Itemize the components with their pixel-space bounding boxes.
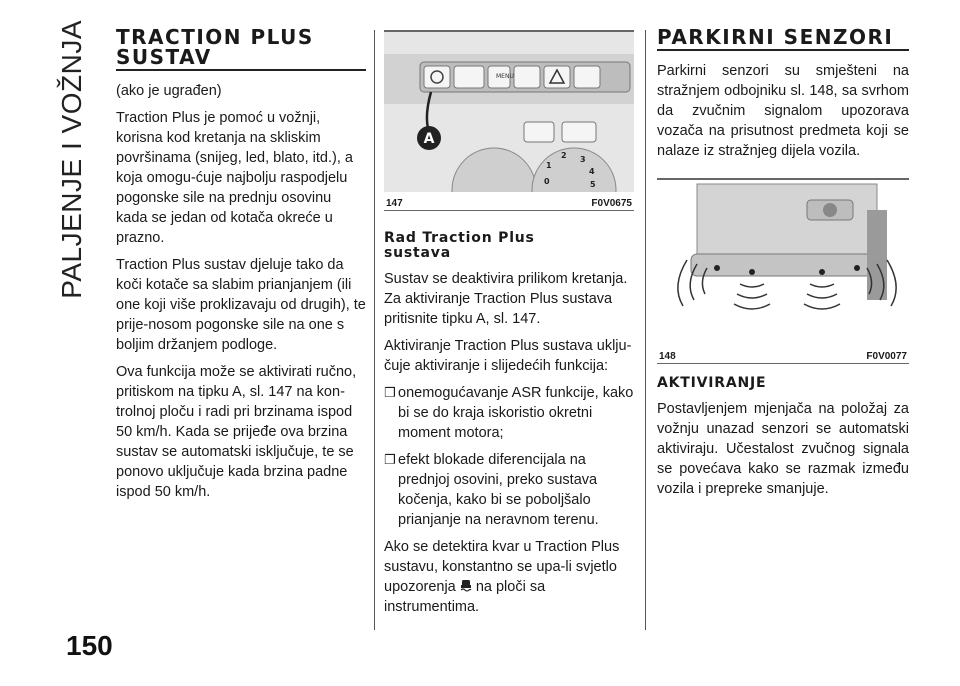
dial-label: 3 [580, 155, 586, 164]
figure-code: F0V0675 [591, 198, 632, 209]
checkbox-bullet-icon: ❒ [384, 452, 396, 467]
heading-parking-sensors: PARKIRNI SENZORI [657, 25, 894, 49]
traction-warning-icon [460, 579, 472, 593]
figure-148 [657, 178, 909, 364]
paragraph-warning [384, 537, 634, 617]
figure-147 [384, 30, 634, 211]
heading-line: sustava [384, 245, 451, 261]
paragraph: Sustav se deaktivira prilikom kretanja. Za aktiviranje Traction Plus sustava pritisnite tipku A, sl. 147. [384, 271, 628, 327]
paragraph: Parkirni senzori su smješteni na stražnjem odbojniku sl. 148, sa svrhom da zvučnim signalom upozorava vozača na prisutnost predmeta koji se nalaze iz stražnjeg dijela vozila. [657, 63, 909, 159]
column-divider [374, 30, 375, 630]
figure-marker-a: A [423, 131, 435, 147]
dial-label: 0 [544, 177, 550, 186]
list-item [384, 450, 634, 530]
heading-traction-plus-operation [384, 231, 634, 261]
checkbox-bullet-icon: ❒ [384, 385, 396, 400]
heading-rule [116, 69, 366, 71]
paragraph: Postavljenjem mjenjača na položaj za vožnju unazad senzori se automatski aktiviraju. Učestalost zvučnog signala se povećava kako se razmak između vozila i prepreke smanjuje. [657, 401, 909, 497]
paragraph: (ako je ugrađen) [116, 83, 222, 99]
heading-line: SUSTAV [116, 45, 212, 69]
figure-caption [657, 350, 909, 364]
column-divider [645, 30, 646, 630]
dial-label: 2 [561, 151, 567, 160]
list-item [384, 383, 634, 443]
figure-caption [384, 197, 634, 211]
dashboard-button-illustration [384, 32, 634, 192]
svg-text:MENU: MENU [496, 73, 514, 80]
column-parking-sensors [657, 27, 909, 506]
heading-rule [657, 49, 909, 51]
column-traction-plus-operation [384, 30, 634, 624]
page-number: 150 [66, 630, 113, 661]
dial-label: 5 [590, 180, 596, 189]
heading-line: TRACTION PLUS [116, 25, 314, 49]
rear-bumper-sensors-illustration [657, 180, 909, 345]
dial-label: 4 [589, 167, 595, 176]
paragraph: Aktiviranje Traction Plus sustava uklju-čuje aktiviranje i slijedećih funkcija: [384, 338, 632, 374]
heading-line: Rad Traction Plus [384, 230, 535, 246]
column-traction-plus [116, 27, 366, 509]
heading-traction-plus [116, 27, 366, 67]
figure-number: 148 [659, 351, 676, 362]
list-item-text: onemogućavanje ASR funkcije, kako bi se do kraja iskoristio okretni moment motora; [398, 385, 634, 441]
paragraph: Ova funkcija može se aktivirati ručno, pritiskom na tipku A, sl. 147 na kon-trolnoj ploču i radi pri brzinama ispod 50 km/h. Kada se prijeđe ova brzina sustav se automatski isključuje, te se ponovo uključuje kada brzina padne ispod 50 km/h. [116, 364, 357, 500]
section-title: PALJENJE I VOŽNJA [56, 20, 87, 299]
paragraph-text: na ploči sa instrumentima. [384, 579, 546, 615]
figure-number: 147 [386, 198, 403, 209]
list-item-text: efekt blokade diferencijala na prednjoj osovini, preko sustava kočenja, kako bi se poboljšalo prianjanje na neravnom terenu. [398, 452, 599, 528]
paragraph: Traction Plus je pomoć u vožnji, korisna kod kretanja na skliskim površinama (snijeg, led, blato, itd.), a koja omogu-ćuje najbolju raspodjelu pogonske sile na prednju osovinu kada se jedan od kotača okreće u prazno. [116, 110, 353, 246]
figure-code: F0V0077 [866, 351, 907, 362]
paragraph: Traction Plus sustav djeluje tako da koči kotače sa slabim prianjanjem (ili one koji više proklizavaju od drugih), te prije-nosom pogonske sile na one s boljim držanjem podloge. [116, 257, 366, 353]
dial-label: 1 [546, 161, 552, 170]
heading-activation: AKTIVIRANJE [657, 375, 767, 391]
paragraph-text: Ako se detektira kvar u Traction Plus sustavu, konstantno se upa-li svjetlo upozorenja [384, 539, 620, 595]
